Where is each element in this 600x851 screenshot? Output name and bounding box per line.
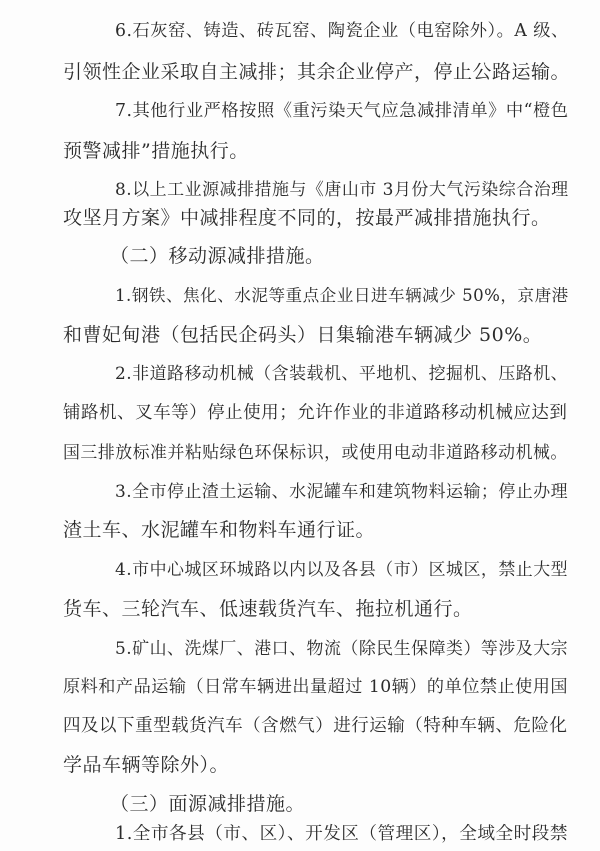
paragraph-line-12: 国三排放标准并粘贴绿色环保标识，或使用电动非道路移动机械。: [63, 442, 568, 462]
paragraph-line-14: 渣土车、水泥罐车和物料车通行证。: [63, 519, 376, 541]
paragraph-line-17: 5.矿山、洗煤厂、港口、物流（除民生保障类）等涉及大宗: [115, 638, 569, 658]
paragraph-line-13: 3.全市停止渣土运输、水泥罐车和建筑物料运输；停止办理: [115, 481, 569, 501]
paragraph-line-6: 攻坚月方案》中减排程度不同的，按最严减排措施执行。: [63, 207, 551, 229]
paragraph-line-20: 学品车辆等除外）。: [63, 754, 230, 776]
paragraph-line-2: 引领性企业采取自主减排；其余企业停产，停止公路运输。: [63, 61, 571, 83]
paragraph-line-22: 1.全市各县（市、区）、开发区（管理区），全域全时段禁: [115, 824, 568, 844]
paragraph-line-11: 铺路机、叉车等）停止使用；允许作业的非道路移动机械应达到: [63, 403, 568, 423]
paragraph-line-19: 四及以下重型载货汽车（含燃气）进行运输（特种车辆、危险化: [63, 716, 568, 736]
paragraph-line-16: 货车、三轮汽车、低速载货汽车、拖拉机通行。: [63, 598, 473, 620]
paragraph-line-1: 6.石灰窑、铸造、砖瓦窑、陶瓷企业（电窑除外）。A 级、: [115, 21, 569, 41]
paragraph-line-5: 8.以上工业源减排措施与《唐山市 3月份大气污染综合治理: [115, 180, 569, 200]
section-heading-mobile-source: （二）移动源减排措施。: [110, 245, 325, 267]
paragraph-line-4: 预警减排”措施执行。: [63, 140, 249, 162]
paragraph-line-8: 1.钢铁、焦化、水泥等重点企业日进车辆减少 50%，京唐港: [115, 286, 569, 305]
paragraph-line-3: 7.其他行业严格按照《重污染天气应急减排清单》中“橙色: [115, 101, 569, 121]
paragraph-line-18: 原料和产品运输（日常车辆进出量超过 10辆）的单位禁止使用国: [63, 677, 569, 697]
paragraph-line-15: 4.市中心城区环城路以内以及各县（市）区城区，禁止大型: [115, 559, 569, 579]
paragraph-line-9: 和曹妃甸港（包括民企码头）日集输港车辆减少 50%。: [63, 324, 543, 346]
paragraph-line-10: 2.非道路移动机械（含装载机、平地机、挖掘机、压路机、: [115, 363, 569, 383]
section-heading-area-source: （三）面源减排措施。: [110, 793, 306, 815]
